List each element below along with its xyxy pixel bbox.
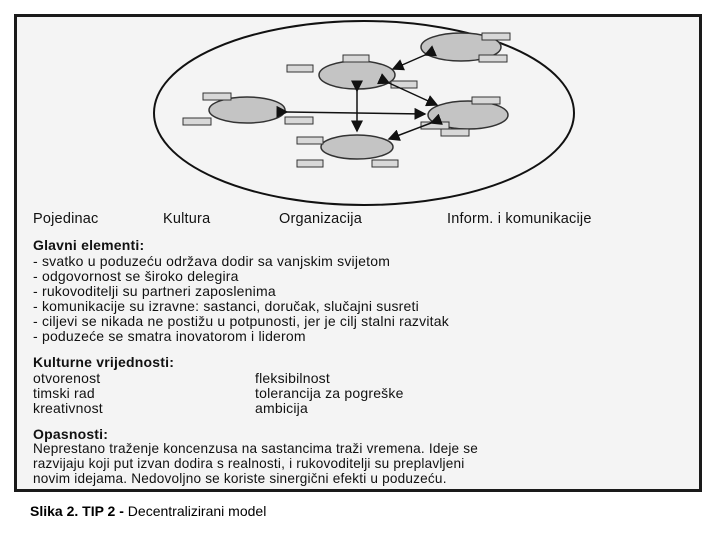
kulturne-left-item: timski rad <box>33 385 95 401</box>
glavni-item: - ciljevi se nikada ne postižu u potpunosti, jer je cilj stalni razvitak <box>33 313 449 329</box>
glavni-elementi-title: Glavni elementi: <box>33 237 145 253</box>
node-top-label-box <box>287 65 313 72</box>
kulturne-vrijednosti-title: Kulturne vrijednosti: <box>33 354 175 370</box>
glavni-item: - poduzeće se smatra inovatorom i liderom <box>33 328 306 344</box>
figure-caption <box>30 503 266 519</box>
opasnosti-title: Opasnosti: <box>33 426 109 442</box>
node-top <box>319 61 395 89</box>
node-left-label-box <box>183 118 211 125</box>
node-bottom-label-box <box>297 137 323 144</box>
node-top-label-box <box>343 55 369 62</box>
node-bottom-label-box <box>297 160 323 167</box>
glavni-item: - rukovoditelji su partneri zaposlenima <box>33 283 276 299</box>
node-right-label-box <box>441 129 469 136</box>
category-pojedinac: Pojedinac <box>33 211 99 227</box>
node-bottom-label-box <box>372 160 398 167</box>
category-komunikacije: Inform. i komunikacije <box>447 211 592 227</box>
glavni-item: - komunikacije su izravne: sastanci, doručak, slučajni susreti <box>33 298 419 314</box>
decentralized-model-diagram <box>17 17 699 217</box>
node-left-label-box <box>285 117 313 124</box>
node-right-label-box <box>472 97 500 104</box>
arrow-top-right-to-top <box>393 55 425 69</box>
opasnosti-line: Neprestano traženje koncenzusa na sastancima traži vremena. Ideje se <box>33 441 479 456</box>
scanned-page <box>14 14 702 492</box>
node-bottom <box>321 135 393 159</box>
caption-label: Slika 2. TIP 2 - <box>30 503 124 519</box>
caption-text: Decentralizirani model <box>123 503 267 519</box>
node-left <box>209 97 285 123</box>
node-top-right-label-box <box>482 33 510 40</box>
kulturne-right-item: ambicija <box>255 400 308 416</box>
category-kultura: Kultura <box>163 211 211 227</box>
glavni-item: - odgovornost se široko delegira <box>33 268 239 284</box>
kulturne-left-item: kreativnost <box>33 400 103 416</box>
kulturne-right-item: tolerancija za pogreške <box>255 385 404 401</box>
category-organizacija: Organizacija <box>279 211 362 227</box>
kulturne-left-item: otvorenost <box>33 370 101 386</box>
opasnosti-line: novim idejama. Nedovoljno se koriste sinergični efekti u poduzeću. <box>33 471 447 486</box>
opasnosti-line: razvijaju koji put izvan dodira s realnosti, i rukovoditelji su preplavljeni <box>33 456 465 471</box>
node-top-right-label-box <box>479 55 507 62</box>
arrow-left-to-right <box>287 112 425 114</box>
arrow-right-to-bottom <box>389 123 431 139</box>
kulturne-right-item: fleksibilnost <box>255 370 330 386</box>
glavni-item: - svatko u poduzeću održava dodir sa vanjskim svijetom <box>33 253 391 269</box>
node-top-label-box <box>391 81 417 88</box>
node-left-label-box <box>203 93 231 100</box>
